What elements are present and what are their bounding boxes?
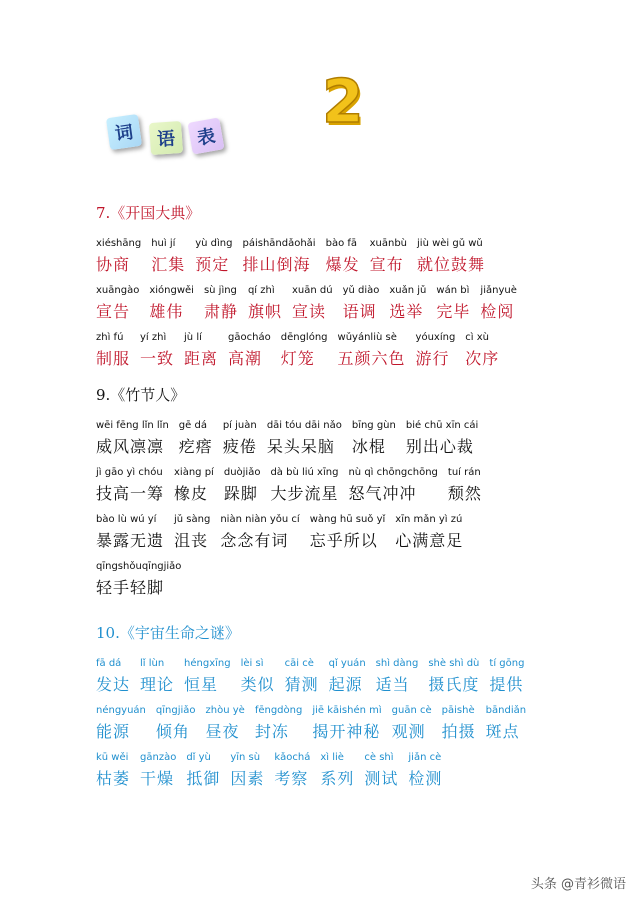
hanzi: 暴露无遗 — [96, 531, 165, 550]
hanzi: 协商 — [96, 255, 131, 274]
vocab-word — [326, 237, 360, 284]
vocab-word — [179, 419, 213, 466]
vocab-row — [96, 513, 556, 560]
vocab-row — [96, 657, 556, 704]
vocab-word — [465, 331, 499, 378]
vocab-word — [140, 751, 176, 798]
vocab-word — [96, 284, 139, 331]
hanzi: 提供 — [489, 675, 524, 694]
hanzi: 起源 — [328, 675, 363, 694]
pinyin: jiǎn cè — [408, 752, 442, 763]
hanzi: 就位鼓舞 — [417, 255, 486, 274]
pinyin: lèi sì — [240, 658, 264, 669]
pinyin: néngyuán — [96, 705, 146, 716]
vocab-row — [96, 466, 556, 513]
pinyin: qīngjiǎo — [155, 705, 196, 716]
pinyin: cāi cè — [284, 658, 314, 669]
vocab-word — [320, 751, 354, 798]
hanzi: 汇集 — [151, 255, 186, 274]
pinyin: zhì fú — [96, 332, 124, 343]
hanzi: 预定 — [195, 255, 230, 274]
pinyin: wàng hū suǒ yǐ — [309, 514, 386, 525]
hanzi: 昼夜 — [205, 722, 240, 741]
title-tile-yu: 语 — [149, 121, 183, 155]
pinyin: kū wěi — [96, 752, 129, 763]
hanzi: 轻手轻脚 — [96, 578, 165, 597]
vocab-word — [352, 419, 396, 466]
pinyin: yù dìng — [195, 238, 233, 249]
vocab-word — [96, 657, 130, 704]
pinyin: jì gāo yì chóu — [96, 467, 163, 478]
hanzi: 五颜六色 — [337, 349, 406, 368]
header — [0, 0, 640, 170]
vocab-word — [96, 466, 164, 513]
pinyin: cì xù — [465, 332, 490, 343]
vocab-row — [96, 560, 556, 607]
vocab-word — [406, 419, 478, 466]
pinyin: xióngwěi — [149, 285, 194, 296]
pinyin: jǔ sàng — [174, 514, 211, 525]
hanzi: 一致 — [140, 349, 175, 368]
vocab-word — [228, 331, 271, 378]
pinyin: xiéshāng — [96, 238, 142, 249]
vocab-word — [448, 466, 482, 513]
vocab-row — [96, 704, 556, 751]
hanzi: 颓然 — [447, 484, 482, 503]
hanzi: 游行 — [415, 349, 450, 368]
pinyin: qīngshǒuqīngjiǎo — [96, 561, 182, 572]
pinyin: wǔyánliù sè — [337, 332, 397, 343]
pinyin: tí gōng — [489, 658, 525, 669]
vocab-word — [174, 513, 210, 560]
hanzi: 干燥 — [140, 769, 175, 788]
pinyin: kǎochá — [274, 752, 311, 763]
vocab-word — [312, 704, 381, 751]
hanzi: 语调 — [342, 302, 377, 321]
pinyin: xuāngào — [96, 285, 140, 296]
vocab-word — [224, 466, 261, 513]
vocab-word — [206, 704, 245, 751]
pinyin: jiù wèi gǔ wǔ — [417, 238, 483, 249]
vocab-row — [96, 419, 556, 466]
section-kaiguo-dadian — [96, 204, 556, 378]
vocab-word — [428, 657, 479, 704]
hanzi: 观测 — [391, 722, 426, 741]
vocab-word — [348, 466, 437, 513]
section-zhujieren — [96, 386, 556, 607]
vocab-word — [270, 466, 338, 513]
hanzi: 封冻 — [254, 722, 289, 741]
vocab-word — [156, 704, 196, 751]
pinyin: xuān dú — [291, 285, 333, 296]
pinyin: tuí rán — [447, 467, 481, 478]
hanzi: 抵御 — [186, 769, 221, 788]
pinyin: pāishè — [441, 705, 475, 716]
vocab-word — [230, 751, 264, 798]
pinyin: héngxīng — [184, 658, 231, 669]
vocab-word — [248, 284, 282, 331]
vocab-word — [184, 657, 231, 704]
pinyin: qí zhì — [247, 285, 275, 296]
hanzi: 宣布 — [369, 255, 404, 274]
hanzi: 能源 — [96, 722, 131, 741]
pinyin: bīng gùn — [351, 420, 396, 431]
vocab-word — [442, 704, 476, 751]
vocab-word — [392, 704, 432, 751]
hanzi: 恒星 — [184, 675, 219, 694]
vocab-row — [96, 751, 556, 798]
vocab-word — [151, 237, 185, 284]
hanzi: 疲倦 — [222, 437, 257, 456]
hanzi: 呆头呆脑 — [266, 437, 335, 456]
hanzi: 发达 — [96, 675, 131, 694]
vocab-word — [96, 513, 164, 560]
hanzi: 选举 — [389, 302, 424, 321]
hanzi: 威风凛凛 — [96, 437, 165, 456]
vocab-word — [96, 560, 181, 607]
hanzi: 跺脚 — [223, 484, 258, 503]
pinyin: páishāndǎohǎi — [242, 238, 316, 249]
hanzi: 摄氏度 — [428, 675, 480, 694]
vocab-word — [96, 419, 169, 466]
vocab-word — [338, 331, 406, 378]
hanzi: 因素 — [230, 769, 265, 788]
hanzi: 检阅 — [480, 302, 515, 321]
hanzi: 系列 — [320, 769, 355, 788]
hanzi: 猜测 — [284, 675, 319, 694]
hanzi: 枯萎 — [96, 769, 131, 788]
hanzi: 制服 — [96, 349, 131, 368]
vocab-word — [204, 284, 238, 331]
section-title: 9.《竹节人》 — [96, 386, 186, 404]
hanzi: 距离 — [184, 349, 219, 368]
vocab-word — [140, 657, 174, 704]
pinyin: jù lí — [184, 332, 202, 343]
hanzi: 忘乎所以 — [309, 531, 378, 550]
pinyin: nù qì chōngchōng — [348, 467, 438, 478]
section-title: 10.《宇宙生命之谜》 — [96, 624, 240, 642]
vocab-word — [436, 284, 470, 331]
pinyin: jiē kāishén mì — [312, 705, 382, 716]
pinyin: xuǎn jǔ — [389, 285, 427, 296]
hanzi: 别出心裁 — [405, 437, 474, 456]
vocab-word — [486, 704, 526, 751]
hanzi: 怒气冲冲 — [348, 484, 417, 503]
hanzi: 心满意足 — [395, 531, 464, 550]
unit-number: 2 — [322, 67, 364, 137]
pinyin: xiàng pí — [174, 467, 214, 478]
vocab-word — [370, 237, 407, 284]
hanzi: 揭开神秘 — [312, 722, 381, 741]
vocab-word — [195, 237, 232, 284]
hanzi: 检测 — [408, 769, 443, 788]
pinyin: bāndiǎn — [485, 705, 527, 716]
vocab-word — [186, 751, 220, 798]
vocab-word — [255, 704, 303, 751]
vocab-word — [310, 513, 386, 560]
pinyin: yóuxíng — [415, 332, 456, 343]
section-title: 7.《开国大典》 — [96, 204, 201, 222]
vocab-word — [292, 284, 333, 331]
pinyin: niàn niàn yǒu cí — [220, 514, 300, 525]
pinyin: sù jìng — [203, 285, 237, 296]
vocab-row — [96, 331, 556, 378]
pinyin: yǔ diào — [342, 285, 380, 296]
pinyin: gāocháo — [228, 332, 271, 343]
vocab-word — [223, 419, 257, 466]
pinyin: shì dàng — [375, 658, 419, 669]
vocab-word — [416, 331, 456, 378]
pinyin: guān cè — [391, 705, 432, 716]
hanzi: 冰棍 — [351, 437, 386, 456]
vocab-word — [96, 331, 130, 378]
vocab-word — [489, 657, 524, 704]
vocab-word — [274, 751, 310, 798]
hanzi: 次序 — [465, 349, 500, 368]
vocab-word — [395, 513, 463, 560]
vocab-word — [242, 237, 315, 284]
section-yuzhou-shengming — [96, 624, 556, 798]
hanzi: 肃静 — [203, 302, 238, 321]
vocab-word — [96, 237, 141, 284]
pinyin: bào lù wú yí — [96, 514, 157, 525]
pinyin: wēi fēng lǐn lǐn — [96, 420, 169, 431]
hanzi: 高潮 — [228, 349, 263, 368]
pinyin: xì liè — [320, 752, 344, 763]
vocab-word — [96, 704, 146, 751]
vocab-word — [408, 751, 442, 798]
watermark: 头条 @青衫微语 — [530, 877, 626, 892]
hanzi: 技高一筹 — [96, 484, 165, 503]
vocab-word — [96, 751, 130, 798]
pinyin: huì jí — [151, 238, 176, 249]
pinyin: lǐ lùn — [140, 658, 165, 669]
hanzi: 适当 — [375, 675, 410, 694]
vocab-word — [220, 513, 299, 560]
vocab-word — [149, 284, 194, 331]
pinyin: fā dá — [96, 658, 122, 669]
hanzi: 爆发 — [325, 255, 360, 274]
pinyin: bào fā — [325, 238, 358, 249]
pinyin: bié chū xīn cái — [405, 420, 479, 431]
vocab-word — [480, 284, 516, 331]
pinyin: xīn mǎn yì zú — [395, 514, 463, 525]
hanzi: 倾角 — [155, 722, 190, 741]
hanzi: 橡皮 — [174, 484, 209, 503]
vocab-word — [417, 237, 485, 284]
pinyin: jiǎnyuè — [480, 285, 517, 296]
pinyin: shè shì dù — [428, 658, 480, 669]
pinyin: fēngdòng — [254, 705, 303, 716]
hanzi: 雄伟 — [149, 302, 184, 321]
pinyin: xuānbù — [369, 238, 408, 249]
hanzi: 测试 — [364, 769, 399, 788]
hanzi: 考察 — [274, 769, 309, 788]
pinyin: pí juàn — [222, 420, 257, 431]
vocab-row — [96, 237, 556, 284]
hanzi: 类似 — [240, 675, 275, 694]
title-tile-ci: 词 — [106, 114, 142, 150]
hanzi: 念念有词 — [220, 531, 289, 550]
vocab-word — [329, 657, 366, 704]
pinyin: cè shì — [364, 752, 394, 763]
vocab-word — [389, 284, 426, 331]
pinyin: dà bù liú xīng — [270, 467, 339, 478]
pinyin: yīn sù — [230, 752, 261, 763]
hanzi: 理论 — [140, 675, 175, 694]
title-tile-biao: 表 — [187, 117, 224, 154]
pinyin: qǐ yuán — [328, 658, 366, 669]
hanzi: 宣告 — [96, 302, 131, 321]
vocab-row — [96, 284, 556, 331]
hanzi: 旗帜 — [247, 302, 282, 321]
hanzi: 宣读 — [291, 302, 326, 321]
vocab-word — [376, 657, 419, 704]
hanzi: 疙瘩 — [178, 437, 213, 456]
pinyin: duòjiǎo — [223, 467, 261, 478]
hanzi: 排山倒海 — [242, 255, 311, 274]
vocab-word — [285, 657, 319, 704]
vocab-word — [184, 331, 218, 378]
pinyin: gānzào — [140, 752, 177, 763]
vocab-word — [241, 657, 275, 704]
vocab-word — [343, 284, 380, 331]
hanzi: 斑点 — [485, 722, 520, 741]
vocab-word — [140, 331, 174, 378]
hanzi: 大步流星 — [270, 484, 339, 503]
pinyin: dāi tóu dāi nǎo — [266, 420, 342, 431]
pinyin: zhòu yè — [205, 705, 245, 716]
pinyin: gē dá — [178, 420, 207, 431]
vocab-word — [281, 331, 328, 378]
hanzi: 沮丧 — [174, 531, 209, 550]
pinyin: wán bì — [436, 285, 470, 296]
pinyin: yí zhì — [140, 332, 167, 343]
hanzi: 完毕 — [436, 302, 471, 321]
pinyin: dēnglóng — [280, 332, 328, 343]
vocab-word — [364, 751, 398, 798]
hanzi: 拍摄 — [441, 722, 476, 741]
vocab-word — [267, 419, 342, 466]
hanzi: 灯笼 — [280, 349, 315, 368]
pinyin: dǐ yù — [186, 752, 211, 763]
vocab-word — [174, 466, 214, 513]
